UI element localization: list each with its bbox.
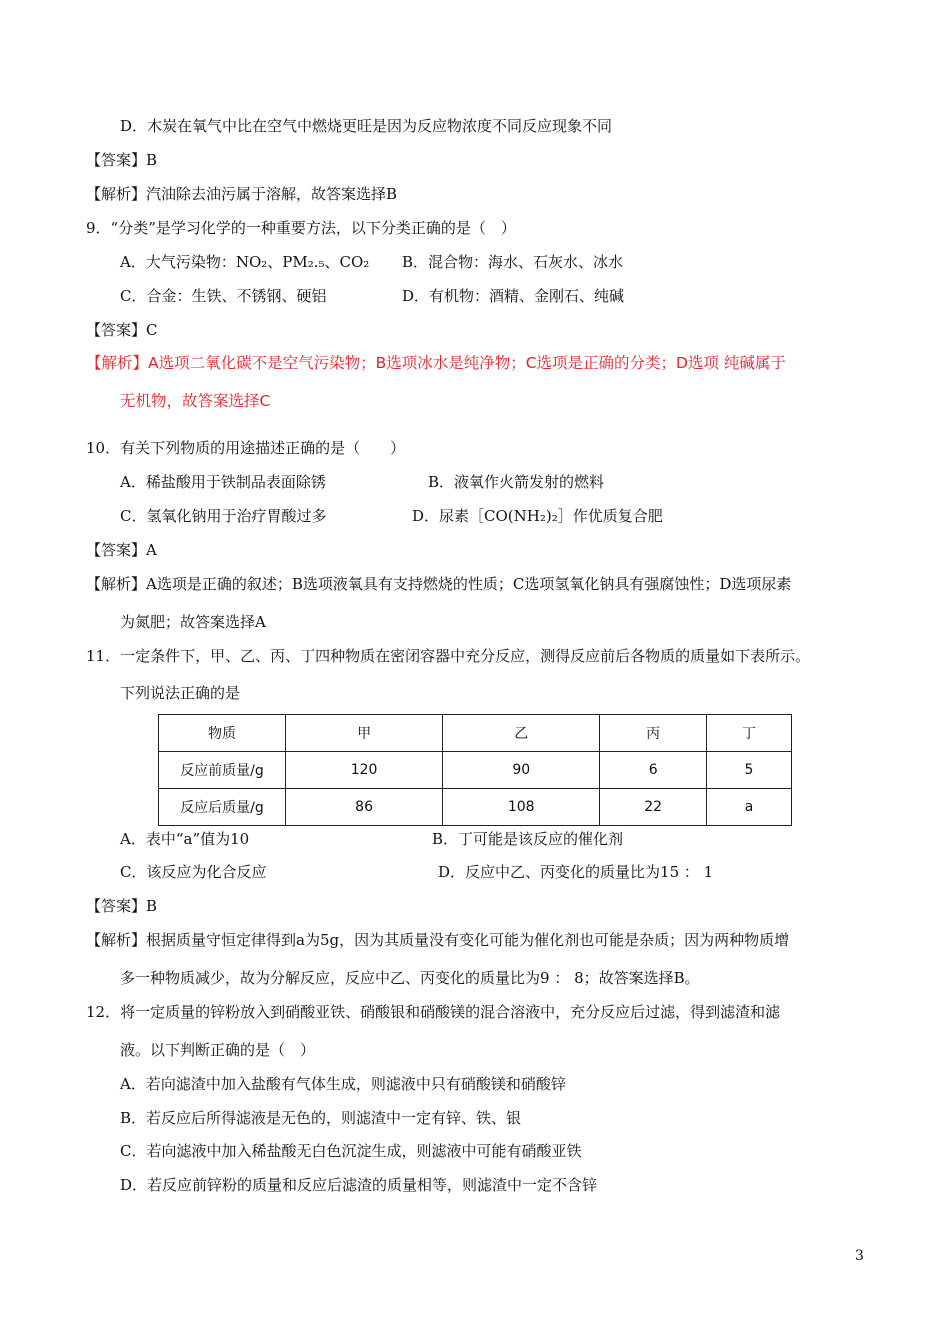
table-header-cell: 甲 [286, 715, 443, 752]
mass-table [158, 714, 792, 826]
table-row [159, 789, 792, 826]
table-cell: 108 [443, 789, 600, 826]
q10-analysis-line2: 为氮肥；故答案选择A [120, 613, 266, 631]
q11-analysis-line2: 多一种物质减少，故为分解反应，反应中乙、丙变化的质量比为9 ： 8；故答案选择B。 [120, 969, 700, 987]
table-header-row [159, 715, 792, 752]
table-cell: 90 [443, 752, 600, 789]
q8-answer: 【答案】B [86, 151, 158, 169]
q10-answer: 【答案】A [86, 541, 157, 559]
table-header-cell: 丁 [707, 715, 792, 752]
q9-option-d: D．有机物：酒精、金刚石、纯碱 [402, 287, 625, 305]
q9-analysis-line1: 【解析】A选项二氧化碳不是空气污染物；B选项冰水是纯净物；C选项是正确的分类；D选项 纯碱属于 [86, 354, 786, 372]
table-cell: a [707, 789, 792, 826]
q9-answer: 【答案】C [86, 321, 158, 339]
table-cell: 6 [600, 752, 707, 789]
table-header-cell: 乙 [443, 715, 600, 752]
q10-stem: 10．有关下列物质的用途描述正确的是（ ） [86, 439, 406, 457]
q9-analysis-line2: 无机物，故答案选择C [120, 392, 271, 410]
page-number: 3 [855, 1248, 864, 1264]
q11-option-a: A．表中“a”值为10 [120, 830, 250, 848]
table-cell: 120 [286, 752, 443, 789]
q12-stem-line1: 12．将一定质量的锌粉放入到硝酸亚铁、硝酸银和硝酸镁的混合溶液中，充分反应后过滤，得到滤渣和滤 [86, 1003, 781, 1021]
q12-option-c: C．若向滤液中加入稀盐酸无白色沉淀生成，则滤液中可能有硝酸亚铁 [120, 1142, 582, 1160]
table-cell: 反应后质量/g [159, 789, 286, 826]
q12-option-d: D．若反应前锌粉的质量和反应后滤渣的质量相等，则滤渣中一定不含锌 [120, 1176, 598, 1194]
q11-option-b: B．丁可能是该反应的催化剂 [432, 830, 624, 848]
q11-option-d: D．反应中乙、丙变化的质量比为15 ： 1 [438, 863, 714, 881]
q12-option-a: A．若向滤渣中加入盐酸有气体生成，则滤液中只有硝酸镁和硝酸锌 [120, 1075, 566, 1093]
table-header-cell: 丙 [600, 715, 707, 752]
table-row [159, 752, 792, 789]
table-cell: 5 [707, 752, 792, 789]
table-cell: 反应前质量/g [159, 752, 286, 789]
q11-option-c: C．该反应为化合反应 [120, 863, 267, 881]
q11-stem-line1: 11．一定条件下，甲、乙、丙、丁四种物质在密闭容器中充分反应，测得反应前后各物质的质量如下表所示。 [86, 647, 811, 665]
q11-answer: 【答案】B [86, 897, 158, 915]
q10-option-c: C．氢氧化钠用于治疗胃酸过多 [120, 507, 327, 525]
q10-option-d: D．尿素［CO(NH₂)₂］作优质复合肥 [412, 507, 663, 525]
q10-option-b: B．液氧作火箭发射的燃料 [428, 473, 605, 491]
q9-stem: 9．“分类”是学习化学的一种重要方法，以下分类正确的是（ ） [86, 219, 516, 237]
q11-analysis-line1: 【解析】根据质量守恒定律得到a为5g，因为其质量没有变化可能为催化剂也可能是杂质；因为两种物质增 [86, 931, 790, 949]
table-header-cell: 物质 [159, 715, 286, 752]
q9-option-c: C．合金：生铁、不锈钢、硬铝 [120, 287, 327, 305]
table-cell: 86 [286, 789, 443, 826]
q9-option-b: B．混合物：海水、石灰水、冰水 [402, 253, 624, 271]
q10-analysis-line1: 【解析】A选项是正确的叙述；B选项液氧具有支持燃烧的性质；C选项氢氧化钠具有强腐蚀性；D选项尿素 [86, 575, 792, 593]
q10-option-a: A．稀盐酸用于铁制品表面除锈 [120, 473, 326, 491]
q9-option-a: A．大气污染物：NO₂、PM₂.₅、CO₂ [120, 253, 370, 271]
table-cell: 22 [600, 789, 707, 826]
q12-option-b: B．若反应后所得滤液是无色的，则滤渣中一定有锌、铁、银 [120, 1109, 522, 1127]
q11-stem-line2: 下列说法正确的是 [120, 684, 241, 702]
q8-option-d: D．木炭在氧气中比在空气中燃烧更旺是因为反应物浓度不同反应现象不同 [120, 117, 613, 135]
q8-analysis: 【解析】汽油除去油污属于溶解，故答案选择B [86, 185, 398, 203]
q12-stem-line2: 液。以下判断正确的是（ ） [120, 1041, 316, 1059]
